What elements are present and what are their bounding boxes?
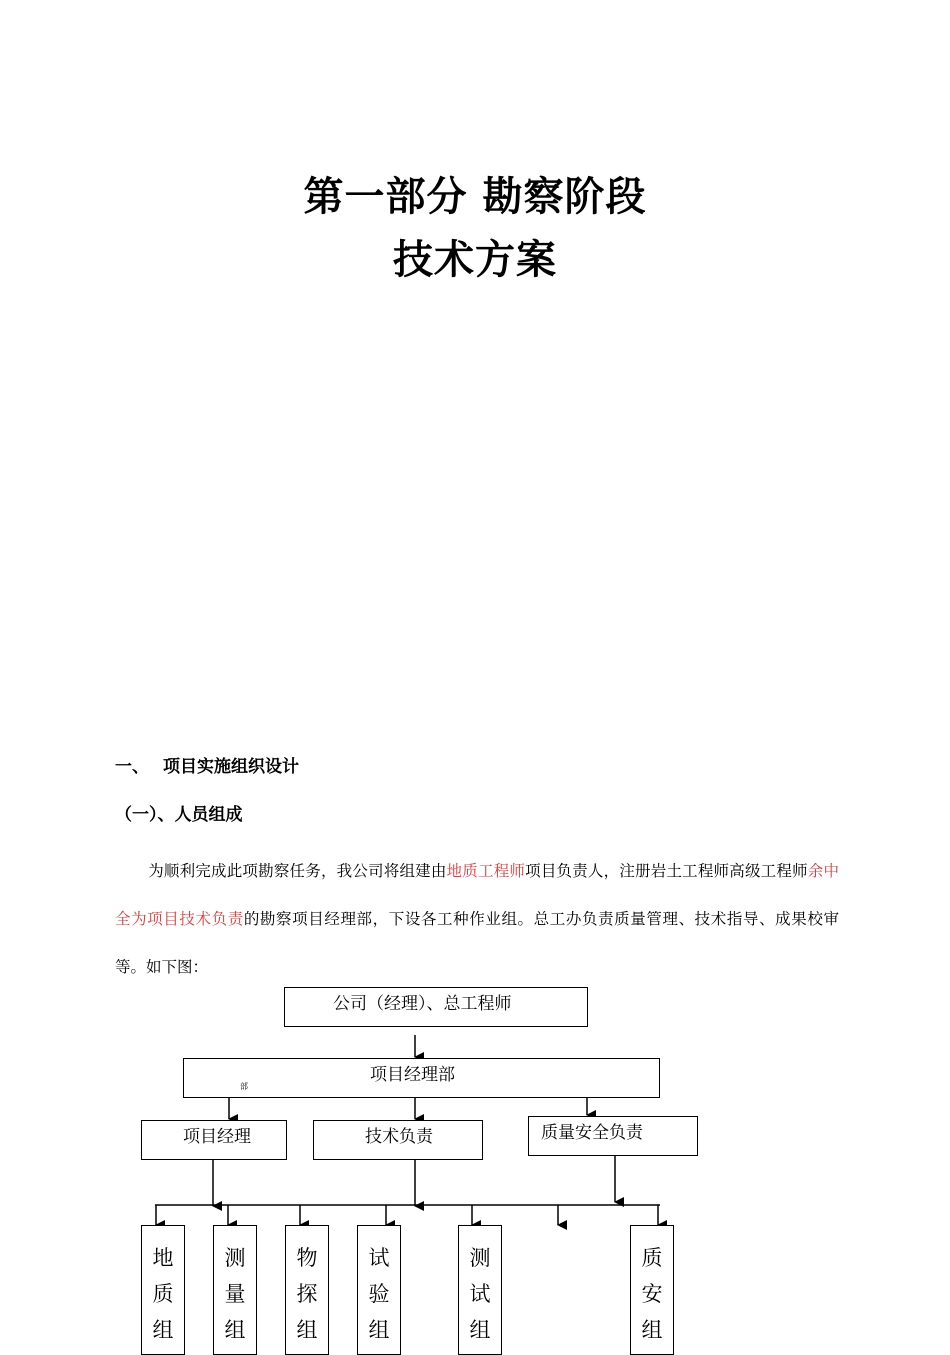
group-char: 试	[469, 1282, 491, 1306]
org-label-company: 公司（经理）、总工程师	[333, 994, 512, 1014]
group-char: 组	[152, 1318, 174, 1342]
org-label-tech: 技术负责	[365, 1127, 433, 1147]
group-char: 组	[469, 1318, 491, 1342]
para-highlight-2: 余中全为项目技术负责	[115, 862, 839, 928]
group-char: 验	[368, 1282, 390, 1306]
subsection-heading: （一）、人员组成	[115, 805, 243, 825]
group-char: 组	[368, 1318, 390, 1342]
para-text-3: 的勘察项目经理部，下设各工种作业组。总工办负责质量管理、技术指导、成果校审等。如下图：	[115, 910, 839, 976]
group-char: 物	[296, 1246, 318, 1270]
para-text-2: 项目负责人，注册岩土工程师高级工程师	[525, 862, 808, 880]
group-char: 测	[224, 1246, 246, 1270]
org-label-dept: 项目经理部	[370, 1065, 455, 1085]
group-char: 组	[224, 1318, 246, 1342]
group-char: 安	[641, 1282, 663, 1306]
group-char: 组	[641, 1318, 663, 1342]
group-char: 探	[296, 1282, 318, 1306]
org-group-survey	[213, 1225, 257, 1355]
group-char: 质	[152, 1282, 174, 1306]
group-char: 组	[296, 1318, 318, 1342]
title-line-2: 技术方案	[393, 237, 557, 283]
title-line-1: 第一部分 勘察阶段	[303, 174, 647, 220]
org-dept-mark: 部	[240, 1082, 248, 1091]
group-char: 试	[368, 1246, 390, 1270]
section-title: 项目实施组织设计	[163, 757, 299, 777]
group-char: 测	[469, 1246, 491, 1270]
section-number: 一、	[115, 757, 149, 777]
group-char: 地	[152, 1246, 174, 1270]
org-group-testing	[458, 1225, 502, 1355]
org-group-geophysics	[285, 1225, 329, 1355]
para-highlight-1: 地质工程师	[446, 862, 526, 880]
group-char: 量	[224, 1282, 246, 1306]
para-text-1: 为顺利完成此项勘察任务，我公司将组建由	[148, 862, 447, 880]
org-label-manager: 项目经理	[183, 1127, 251, 1147]
org-group-geology	[141, 1225, 185, 1355]
org-group-quality-safety	[630, 1225, 674, 1355]
org-label-quality: 质量安全负责	[541, 1123, 643, 1143]
org-group-lab	[357, 1225, 401, 1355]
group-char: 质	[641, 1246, 663, 1270]
